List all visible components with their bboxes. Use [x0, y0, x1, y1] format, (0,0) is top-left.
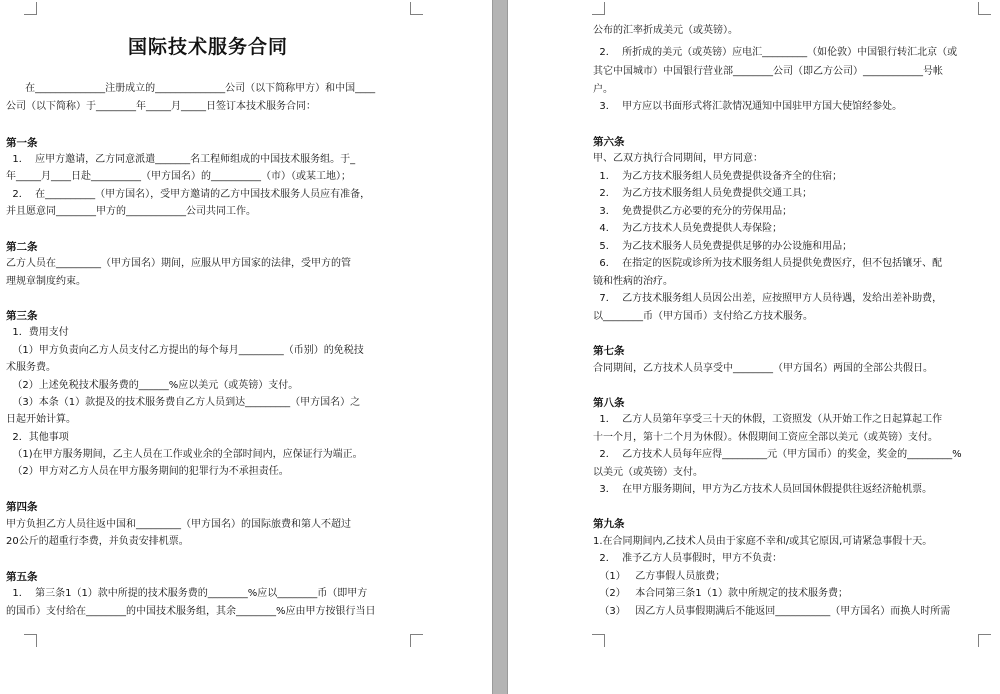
text-line: 1．费用支付	[6, 327, 69, 338]
text-line: 理规章制度约束。	[6, 276, 86, 287]
text-line: 3． 在甲方服务期间，甲方为乙方技术人员回国休假提供往返经济舱机票。	[593, 484, 933, 495]
text-line: 6． 在指定的医院或诊所为技术服务组人员提供免费医疗，但不包括镶牙、配	[593, 258, 943, 269]
article-heading: 第四条	[6, 501, 38, 513]
text-line: （3）本条（1）款提及的技术服务费自乙方人员到达_________（甲方国名）之	[6, 397, 361, 408]
text-line: （3） 因乙方人员事假期满后不能返回___________（甲方国名）而换人时所需	[593, 606, 951, 617]
text-line: 2． 乙方技术人员每年应得_________元（甲方国币）的奖金，奖金的_________%	[593, 449, 962, 460]
article-heading: 第六条	[593, 136, 625, 148]
text-line: 1． 乙方人员第年享受三十天的休假，工资照发（从开始工作之日起算起工作	[593, 414, 943, 425]
text-line: 1． 为乙方技术服务组人员免费提供设备齐全的住宿；	[593, 171, 843, 182]
article-heading: 第三条	[6, 310, 38, 322]
text-line: 的国币）支付给在________的中国技术服务组，其余________%应由甲方按银行当日	[6, 606, 376, 617]
text-line: 4． 为乙方技术人员免费提供人寿保险；	[593, 223, 783, 234]
text-line: 2． 为乙方技术服务组人员免费提供交通工具；	[593, 188, 813, 199]
crop-mark-bottom-right	[410, 634, 423, 647]
text-line: 日起开始计算。	[6, 414, 76, 425]
text-line: 甲、乙双方执行合同期间，甲方同意：	[593, 153, 763, 164]
text-line: 2．其他事项	[6, 432, 69, 443]
text-line: 甲方负担乙方人员往返中国和_________（甲方国名）的国际旅费和第人不超过	[6, 519, 351, 530]
text-line: 1． 应甲方邀请，乙方同意派遣_______名工程师组成的中国技术服务组。于_	[6, 154, 356, 165]
crop-mark-top-left	[24, 2, 37, 15]
text-line: 乙方人员在_________（甲方国名）期间，应服从甲方国家的法律，受甲方的管	[6, 258, 351, 269]
document-page-right	[508, 0, 1000, 694]
text-line: 并且愿意同________甲方的____________公司共同工作。	[6, 206, 256, 217]
crop-mark-bottom-left	[592, 634, 605, 647]
crop-mark-bottom-right	[978, 634, 991, 647]
text-line: 2． 所折成的美元（或英镑）应电汇_________（如伦敦）中国银行转汇北京（或	[593, 47, 958, 58]
text-line: 7． 乙方技术服务组人员因公出差，应按照甲方人员待遇，发给出差补助费，	[593, 293, 943, 304]
article-heading: 第一条	[6, 137, 38, 149]
text-line: 术服务费。	[6, 362, 56, 373]
text-line: 合同期间，乙方技术人员享受中________（甲方国名）两国的全部公共假日。	[593, 363, 933, 374]
text-line: 1． 第三条1（1）款中所提的技术服务费的________%应以________币（即甲方	[6, 588, 368, 599]
article-heading: 第七条	[593, 345, 625, 357]
text-line: 3． 免费提供乙方必要的充分的劳保用品；	[593, 206, 793, 217]
text-line: （2） 本合同第三条1（1）款中所规定的技术服务费；	[593, 588, 848, 599]
text-line: 以美元（或英镑）支付。	[593, 467, 703, 478]
crop-mark-top-right	[978, 2, 991, 15]
text-line: 镜和性病的治疗。	[593, 276, 673, 287]
article-heading: 第二条	[6, 241, 38, 253]
text-line: （1）甲方负责向乙方人员支付乙方提出的每个每月_________（币别）的免税技	[6, 345, 364, 356]
article-heading: 第五条	[6, 571, 38, 583]
text-line: 在______________注册成立的______________公司（以下简称甲方）和中国____	[6, 83, 376, 94]
text-line: 1.在合同期间内,乙技术人员由于家庭不幸和/或其它原因,可请紧急事假十天。	[593, 536, 933, 547]
document-page-left	[0, 0, 492, 694]
document-title: 国际技术服务合同	[127, 36, 288, 58]
text-line: 户。	[593, 84, 613, 95]
text-line: 以________币（甲方国币）支付给乙方技术服务。	[593, 311, 813, 322]
text-line: 十一个月，第十二个月为休假）。休假期间工资应全部以美元（或英镑）支付。	[593, 432, 938, 443]
article-heading: 第九条	[593, 518, 625, 530]
text-line: 2． 准予乙方人员事假时，甲方不负责：	[593, 553, 783, 564]
text-line: 公布的汇率折成美元（或英镑）。	[593, 25, 738, 36]
text-line: （2）上述免税技术服务费的______%应以美元（或英镑）支付。	[6, 380, 299, 391]
page-gap	[492, 0, 508, 694]
crop-mark-bottom-left	[24, 634, 37, 647]
text-line: 20公斤的超重行李费，并负责安排机票。	[6, 536, 189, 547]
text-line: 年_____月____日赴__________（甲方国名）的__________（市）（或某工地）；	[6, 171, 351, 182]
crop-mark-top-left	[592, 2, 605, 15]
text-line: （2）甲方对乙方人员在甲方服务期间的犯罪行为不承担责任。	[6, 466, 289, 477]
text-line: （1） 乙方事假人员旅费；	[593, 571, 726, 582]
article-heading: 第八条	[593, 397, 625, 409]
crop-mark-top-right	[410, 2, 423, 15]
text-line: 5． 为乙技术服务人员免费提供足够的办公设施和用品；	[593, 241, 853, 252]
text-line: 2． 在__________（甲方国名），受甲方邀请的乙方中国技术服务人员应有准备，	[6, 189, 371, 200]
text-line: 公司（以下简称）于________年_____月_____日签订本技术服务合同：	[6, 101, 316, 112]
text-line: 其它中国城市）中国银行营业部________公司（即乙方公司）____________号帐	[593, 66, 943, 77]
text-line: 3． 甲方应以书面形式将汇款情况通知中国驻甲方国大使馆经参处。	[593, 101, 903, 112]
text-line: （1)在甲方服务期间，乙主人员在工作或业余的全部时间内，应保证行为端正。	[6, 449, 363, 460]
